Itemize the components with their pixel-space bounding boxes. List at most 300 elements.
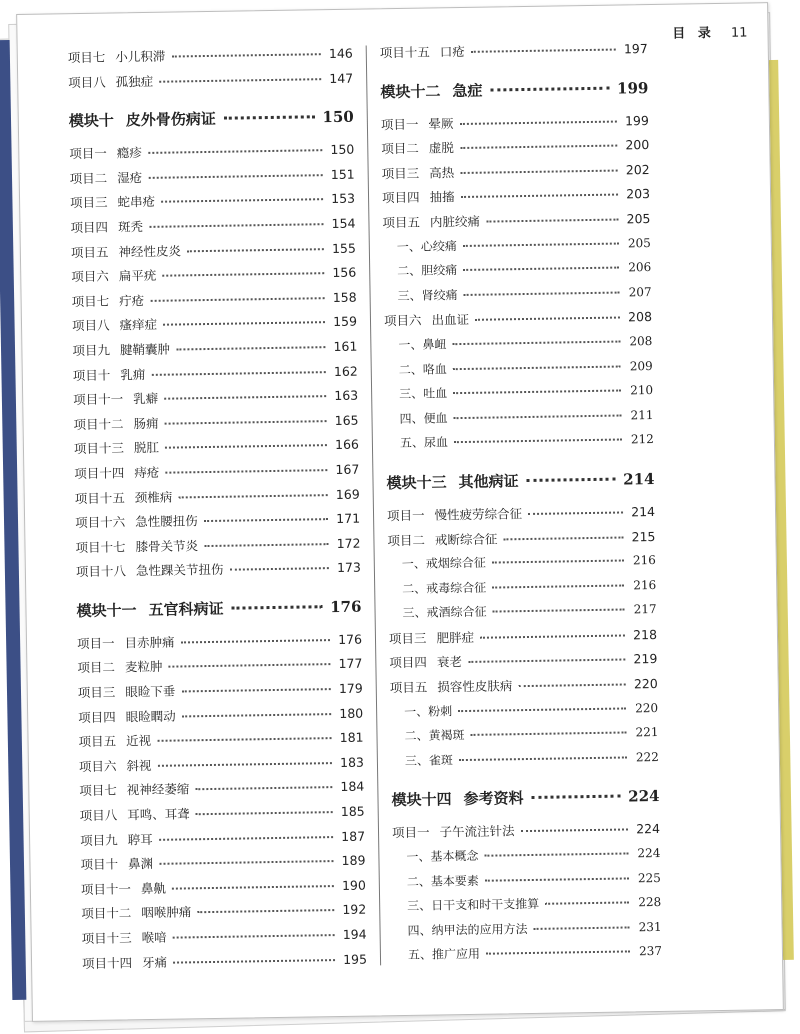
- entry-label: 项目五: [389, 679, 428, 696]
- entry-label: 项目一: [386, 507, 425, 524]
- dot-leader: [161, 199, 323, 204]
- dot-leader: [150, 297, 324, 302]
- entry-page: 215: [631, 528, 656, 544]
- entry-title: 麦粒肿: [124, 659, 163, 675]
- entry-page: 183: [339, 754, 365, 770]
- dot-leader: [159, 78, 321, 83]
- entry-page: 169: [335, 486, 360, 502]
- entry-label: 项目九: [79, 832, 118, 848]
- entry-title: 心绞痛: [420, 238, 457, 254]
- dot-leader: [480, 634, 625, 638]
- dot-leader: [231, 605, 322, 609]
- entry-label: 项目十八: [75, 563, 127, 580]
- entry-label: 项目十二: [81, 905, 132, 922]
- entry-page: 155: [331, 240, 356, 256]
- entry-page: 205: [626, 211, 651, 227]
- dot-leader: [454, 439, 622, 444]
- module-page: 224: [628, 787, 660, 806]
- entry-page: 146: [328, 45, 353, 62]
- dot-leader: [148, 174, 322, 179]
- entry-title: 咯血: [422, 361, 447, 377]
- entry-label: 二、: [397, 263, 422, 279]
- module-label: 模块十四: [391, 790, 452, 810]
- module-title: 急症: [452, 81, 483, 100]
- dot-leader: [165, 444, 327, 449]
- entry-title: 牙痛: [141, 954, 168, 970]
- module-label: 模块十一: [76, 601, 137, 620]
- entry-label: 项目五: [78, 733, 117, 750]
- entry-page: 159: [333, 313, 358, 330]
- dot-leader: [490, 86, 609, 91]
- entry-title: 黄褐斑: [428, 728, 465, 743]
- entry-title: 眼睑瞤动: [125, 708, 176, 724]
- dot-leader: [459, 756, 627, 761]
- dot-leader: [182, 713, 331, 717]
- dot-leader: [163, 321, 325, 326]
- entry-label: 四、: [399, 411, 424, 426]
- module-label: 模块十三: [386, 473, 447, 493]
- entry-label: 项目二: [381, 140, 419, 157]
- entry-page: 210: [630, 383, 654, 398]
- entry-title: 咽喉肿痛: [141, 904, 192, 921]
- entry-title: 慢性疲劳综合征: [434, 505, 523, 523]
- module-title: 皮外骨伤病证: [125, 110, 216, 130]
- entry-page: 224: [636, 821, 661, 837]
- entry-label: 项目十六: [75, 514, 126, 531]
- dot-leader: [165, 420, 327, 425]
- entry-label: 项目七: [71, 293, 110, 309]
- dot-leader: [452, 340, 620, 345]
- entry-title: 瘙痒症: [119, 317, 158, 333]
- entry-page: 218: [632, 626, 658, 643]
- dot-leader: [461, 194, 618, 198]
- entry-page: 163: [334, 387, 359, 404]
- entry-label: 项目三: [77, 684, 116, 701]
- entry-page: 208: [627, 309, 653, 325]
- entry-page: 185: [340, 803, 365, 819]
- entry-title: 斑秃: [117, 218, 144, 235]
- dot-leader: [527, 478, 616, 482]
- entry-title: 眼睑下垂: [125, 683, 176, 700]
- entry-page: 190: [341, 877, 366, 893]
- entry-title: 基本要素: [430, 873, 479, 889]
- entry-title: 脱肛: [133, 440, 160, 456]
- entry-page: 219: [633, 651, 658, 667]
- page-number: 11: [730, 25, 748, 41]
- entry-page: 202: [625, 161, 650, 178]
- toc-module-heading[interactable]: [380, 77, 648, 107]
- module-title: 其他病证: [458, 472, 519, 491]
- module-page: 199: [616, 78, 649, 98]
- entry-title: 膝骨关节炎: [135, 537, 199, 554]
- entry-title: 吐血: [423, 386, 448, 401]
- dot-leader: [459, 120, 616, 124]
- entry-page: 222: [635, 749, 659, 765]
- entry-page: 161: [333, 338, 358, 354]
- entry-page: 173: [336, 559, 361, 576]
- entry-page: 195: [343, 951, 368, 967]
- entry-title: 衰老: [436, 654, 463, 670]
- dot-leader: [485, 877, 629, 881]
- dot-leader: [463, 267, 619, 271]
- entry-title: 晕厥: [428, 115, 454, 132]
- module-page: 176: [330, 597, 362, 616]
- dot-leader: [460, 169, 617, 173]
- dot-leader: [493, 609, 625, 613]
- dot-leader: [181, 688, 330, 692]
- entry-title: 耳鸣、耳聋: [127, 806, 190, 823]
- entry-page: 189: [341, 852, 366, 869]
- dot-leader: [165, 469, 327, 474]
- entry-title: 出血证: [431, 312, 470, 328]
- entry-title: 痔疮: [134, 464, 160, 481]
- dot-leader: [471, 49, 616, 53]
- dot-leader: [475, 317, 620, 321]
- dot-leader: [528, 511, 623, 514]
- toc-subentry[interactable]: [394, 942, 662, 971]
- entry-title: 近视: [125, 733, 152, 749]
- entry-title: 肾绞痛: [421, 287, 458, 303]
- entry-page: 225: [637, 870, 661, 885]
- entry-title: 视神经萎缩: [126, 781, 190, 798]
- entry-label: 项目五: [382, 214, 421, 231]
- entry-label: 项目二: [387, 532, 426, 548]
- dot-leader: [168, 664, 330, 669]
- entry-label: 一、: [398, 337, 423, 352]
- entry-title: 肥胖症: [436, 629, 475, 646]
- dot-leader: [484, 852, 628, 856]
- column-divider: [366, 45, 381, 965]
- entry-page: 211: [630, 407, 654, 423]
- entry-page: 237: [638, 944, 663, 959]
- entry-label: 三、: [399, 386, 424, 402]
- entry-label: 项目三: [69, 194, 108, 211]
- entry-label: 项目四: [381, 190, 420, 206]
- entry-page: 217: [633, 602, 657, 617]
- entry-title: 神经性皮炎: [118, 242, 182, 259]
- module-page: 214: [623, 469, 655, 489]
- entry-label: 五、: [407, 947, 433, 963]
- toc-subentry[interactable]: [386, 430, 654, 459]
- entry-title: 乳痈: [120, 366, 146, 382]
- entry-page: 220: [633, 676, 658, 692]
- dot-leader: [157, 762, 331, 767]
- entry-page: 200: [625, 137, 650, 153]
- entry-label: 项目七: [67, 49, 106, 66]
- toc-entry[interactable]: [68, 68, 353, 97]
- dot-leader: [454, 414, 622, 419]
- dot-leader: [229, 567, 328, 571]
- entry-title: 口疮: [439, 43, 465, 60]
- dot-leader: [172, 885, 334, 890]
- entry-label: 项目一: [391, 825, 430, 841]
- entry-label: 项目十三: [73, 440, 125, 457]
- entry-label: 项目三: [388, 630, 427, 647]
- entry-label: 项目十七: [75, 539, 126, 555]
- entry-label: 项目十一: [73, 391, 124, 408]
- toc-page: [16, 2, 784, 1022]
- entry-label: 二、: [398, 362, 423, 377]
- entry-title: 高热: [429, 164, 455, 181]
- entry-label: 三、: [397, 288, 422, 303]
- dot-leader: [534, 926, 630, 930]
- entry-title: 推广应用: [431, 947, 481, 962]
- entry-title: 基本概念: [430, 848, 479, 864]
- entry-label: 项目五: [70, 244, 109, 260]
- entry-label: 项目四: [78, 709, 116, 725]
- entry-label: 项目六: [383, 312, 422, 329]
- entry-page: 151: [330, 166, 355, 182]
- entry-label: 项目八: [68, 74, 106, 90]
- toc-right-column: [380, 39, 663, 971]
- toc-left-column: [68, 44, 368, 979]
- dot-leader: [518, 684, 625, 688]
- toc-entry[interactable]: [76, 558, 361, 587]
- entry-title: 聤耳: [127, 831, 153, 847]
- entry-title: 斜视: [126, 757, 152, 774]
- dot-leader: [492, 584, 624, 588]
- dot-leader: [468, 659, 625, 663]
- entry-title: 湿疮: [117, 169, 143, 186]
- entry-page: 228: [638, 895, 662, 910]
- entry-title: 损容性皮肤病: [437, 678, 513, 695]
- dot-leader: [458, 707, 626, 712]
- entry-label: 一、: [401, 556, 426, 572]
- toc-module-heading[interactable]: [386, 468, 654, 498]
- entry-page: 171: [336, 510, 361, 527]
- entry-page: 205: [627, 235, 651, 250]
- toc-module-heading[interactable]: [76, 595, 361, 625]
- entry-title: 疔疮: [119, 292, 145, 309]
- entry-title: 腱鞘囊肿: [119, 341, 171, 358]
- entry-label: 项目一: [76, 635, 115, 651]
- entry-title: 鼻渊: [127, 856, 154, 872]
- entry-title: 内脏绞痛: [429, 213, 481, 230]
- toc-subentry[interactable]: [391, 748, 659, 777]
- dot-leader: [149, 223, 323, 228]
- entry-page: 197: [623, 41, 648, 57]
- entry-label: 项目六: [71, 268, 109, 285]
- dot-leader: [453, 390, 621, 395]
- entry-title: 子午流注针法: [439, 823, 515, 840]
- dot-leader: [151, 371, 325, 376]
- entry-page: 220: [635, 700, 659, 715]
- entry-page: 150: [330, 141, 355, 158]
- entry-title: 戒毒综合征: [426, 580, 487, 596]
- dot-leader: [157, 737, 331, 742]
- entry-page: 153: [331, 191, 356, 207]
- dot-leader: [162, 272, 324, 277]
- entry-title: 目赤肿痛: [124, 634, 175, 651]
- entry-label: 三、: [407, 898, 432, 914]
- entry-title: 肠痈: [133, 415, 159, 431]
- entry-page: 209: [629, 358, 653, 373]
- entry-title: 尿血: [423, 435, 449, 450]
- entry-label: 二、: [404, 728, 429, 744]
- entry-title: 戒烟综合征: [425, 555, 486, 571]
- entry-label: 三、: [402, 605, 427, 621]
- entry-page: 207: [628, 284, 652, 300]
- entry-title: 胆绞痛: [421, 263, 458, 278]
- dot-leader: [148, 149, 322, 154]
- entry-page: 156: [332, 264, 357, 281]
- entry-label: 项目二: [77, 659, 116, 676]
- entry-page: 181: [339, 729, 364, 746]
- entry-page: 176: [338, 631, 363, 647]
- entry-page: 199: [624, 112, 649, 129]
- entry-page: 177: [338, 656, 363, 672]
- entry-page: 179: [338, 680, 363, 697]
- dot-leader: [224, 115, 315, 119]
- toc-entry[interactable]: [380, 39, 648, 68]
- entry-label: 项目十五: [74, 489, 125, 506]
- entry-title: 蛇串疮: [117, 194, 156, 210]
- entry-page: 187: [341, 828, 366, 844]
- entry-title: 急性踝关节扭伤: [135, 562, 224, 579]
- entry-title: 鼻衄: [422, 337, 447, 352]
- entry-title: 虚脱: [428, 140, 454, 156]
- entry-title: 喉喑: [141, 929, 167, 946]
- entry-page: 212: [630, 432, 654, 447]
- module-label: 模块十二: [380, 81, 441, 101]
- entry-title: 雀斑: [428, 753, 454, 768]
- entry-label: 项目十: [80, 856, 119, 873]
- dot-leader: [503, 536, 623, 540]
- dot-leader: [164, 395, 326, 400]
- entry-page: 224: [637, 845, 661, 861]
- entry-title: 粉刺: [428, 703, 453, 719]
- dot-leader: [178, 494, 327, 498]
- entry-label: 二、: [406, 874, 431, 889]
- entry-title: 小儿积滞: [115, 48, 166, 65]
- entry-label: 一、: [404, 704, 429, 719]
- entry-page: 180: [339, 705, 364, 721]
- entry-label: 项目十三: [81, 930, 132, 947]
- entry-label: 项目十四: [81, 954, 133, 971]
- entry-title: 便血: [423, 410, 448, 426]
- entry-label: 项目六: [78, 758, 117, 774]
- entry-title: 戒断综合征: [434, 530, 498, 547]
- dot-leader: [460, 145, 617, 149]
- entry-title: 乳癖: [133, 390, 159, 407]
- entry-label: 一、: [406, 849, 431, 864]
- entry-title: 日干支和时干支推算: [431, 897, 540, 913]
- entry-page: 167: [335, 461, 360, 477]
- entry-label: 五、: [399, 435, 425, 451]
- entry-label: 二、: [402, 581, 427, 596]
- entry-label: 项目十一: [80, 881, 132, 897]
- dot-leader: [173, 959, 335, 964]
- entry-page: 194: [342, 926, 367, 942]
- entry-title: 纳甲法的应用方法: [431, 921, 528, 938]
- module-label: 模块十: [68, 111, 114, 131]
- entry-title: 鼻鼽: [140, 880, 167, 896]
- dot-leader: [196, 811, 333, 815]
- entry-title: 戒酒综合征: [426, 604, 487, 620]
- entry-label: 项目四: [70, 219, 109, 236]
- module-page: 150: [322, 107, 354, 127]
- dot-leader: [176, 346, 325, 350]
- entry-title: 扁平疣: [118, 267, 157, 284]
- entry-page: 172: [336, 535, 361, 551]
- entry-page: 206: [628, 260, 652, 275]
- dot-leader: [471, 732, 627, 736]
- entry-page: 154: [331, 215, 356, 232]
- entry-label: 一、: [396, 239, 421, 254]
- dot-leader: [464, 291, 620, 295]
- dot-leader: [492, 560, 624, 564]
- dot-leader: [532, 795, 621, 799]
- entry-label: 项目八: [71, 317, 110, 334]
- entry-label: 项目四: [389, 655, 428, 671]
- dot-leader: [181, 639, 330, 643]
- entry-page: 158: [332, 289, 357, 305]
- entry-page: 162: [333, 363, 358, 379]
- entry-page: 216: [632, 553, 656, 568]
- dot-leader: [463, 242, 619, 246]
- entry-label: 项目八: [79, 807, 118, 824]
- running-head-title: 目 录: [672, 25, 715, 42]
- entry-page: 184: [340, 779, 365, 795]
- entry-page: 216: [633, 577, 657, 593]
- module-title: 五官科病证: [148, 599, 224, 619]
- entry-label: 项目十五: [379, 44, 430, 61]
- entry-title: 抽搐: [429, 189, 455, 205]
- entry-title: 孤独症: [115, 73, 154, 90]
- entry-title: 颈椎病: [134, 489, 173, 505]
- entry-label: 项目一: [380, 116, 419, 132]
- dot-leader: [453, 365, 621, 370]
- dot-leader: [159, 836, 333, 841]
- entry-page: 203: [626, 186, 651, 202]
- dot-leader: [204, 518, 328, 522]
- entry-label: 项目十: [72, 367, 111, 383]
- entry-label: 四、: [407, 923, 432, 938]
- entry-label: 项目二: [69, 170, 108, 186]
- entry-label: 项目七: [79, 782, 117, 799]
- entry-label: 三、: [404, 753, 430, 768]
- running-head: [672, 21, 748, 41]
- entry-page: 165: [334, 412, 359, 428]
- entry-label: 项目一: [69, 145, 107, 162]
- dot-leader: [545, 902, 629, 905]
- entry-page: 208: [629, 333, 653, 349]
- dot-leader: [159, 860, 333, 865]
- entry-label: 项目三: [381, 165, 420, 182]
- entry-title: 急性腰扭伤: [135, 513, 198, 530]
- dot-leader: [171, 53, 320, 57]
- entry-title: 瘾疹: [116, 145, 142, 161]
- dot-leader: [521, 829, 628, 833]
- entry-page: 214: [631, 503, 656, 520]
- toc-module-heading[interactable]: [391, 785, 659, 815]
- entry-page: 221: [635, 725, 659, 740]
- entry-label: 项目十二: [73, 416, 124, 432]
- dot-leader: [173, 934, 335, 939]
- module-title: 参考资料: [463, 789, 524, 809]
- entry-page: 147: [329, 70, 354, 86]
- entry-label: 项目九: [72, 342, 111, 359]
- dot-leader: [197, 909, 334, 913]
- entry-page: 231: [638, 919, 662, 935]
- entry-label: 项目十四: [74, 465, 125, 482]
- entry-page: 166: [334, 436, 360, 453]
- toc-module-heading[interactable]: [69, 106, 354, 136]
- dot-leader: [204, 543, 328, 547]
- dot-leader: [486, 219, 618, 223]
- toc-entry[interactable]: [82, 949, 367, 978]
- entry-page: 192: [342, 901, 367, 918]
